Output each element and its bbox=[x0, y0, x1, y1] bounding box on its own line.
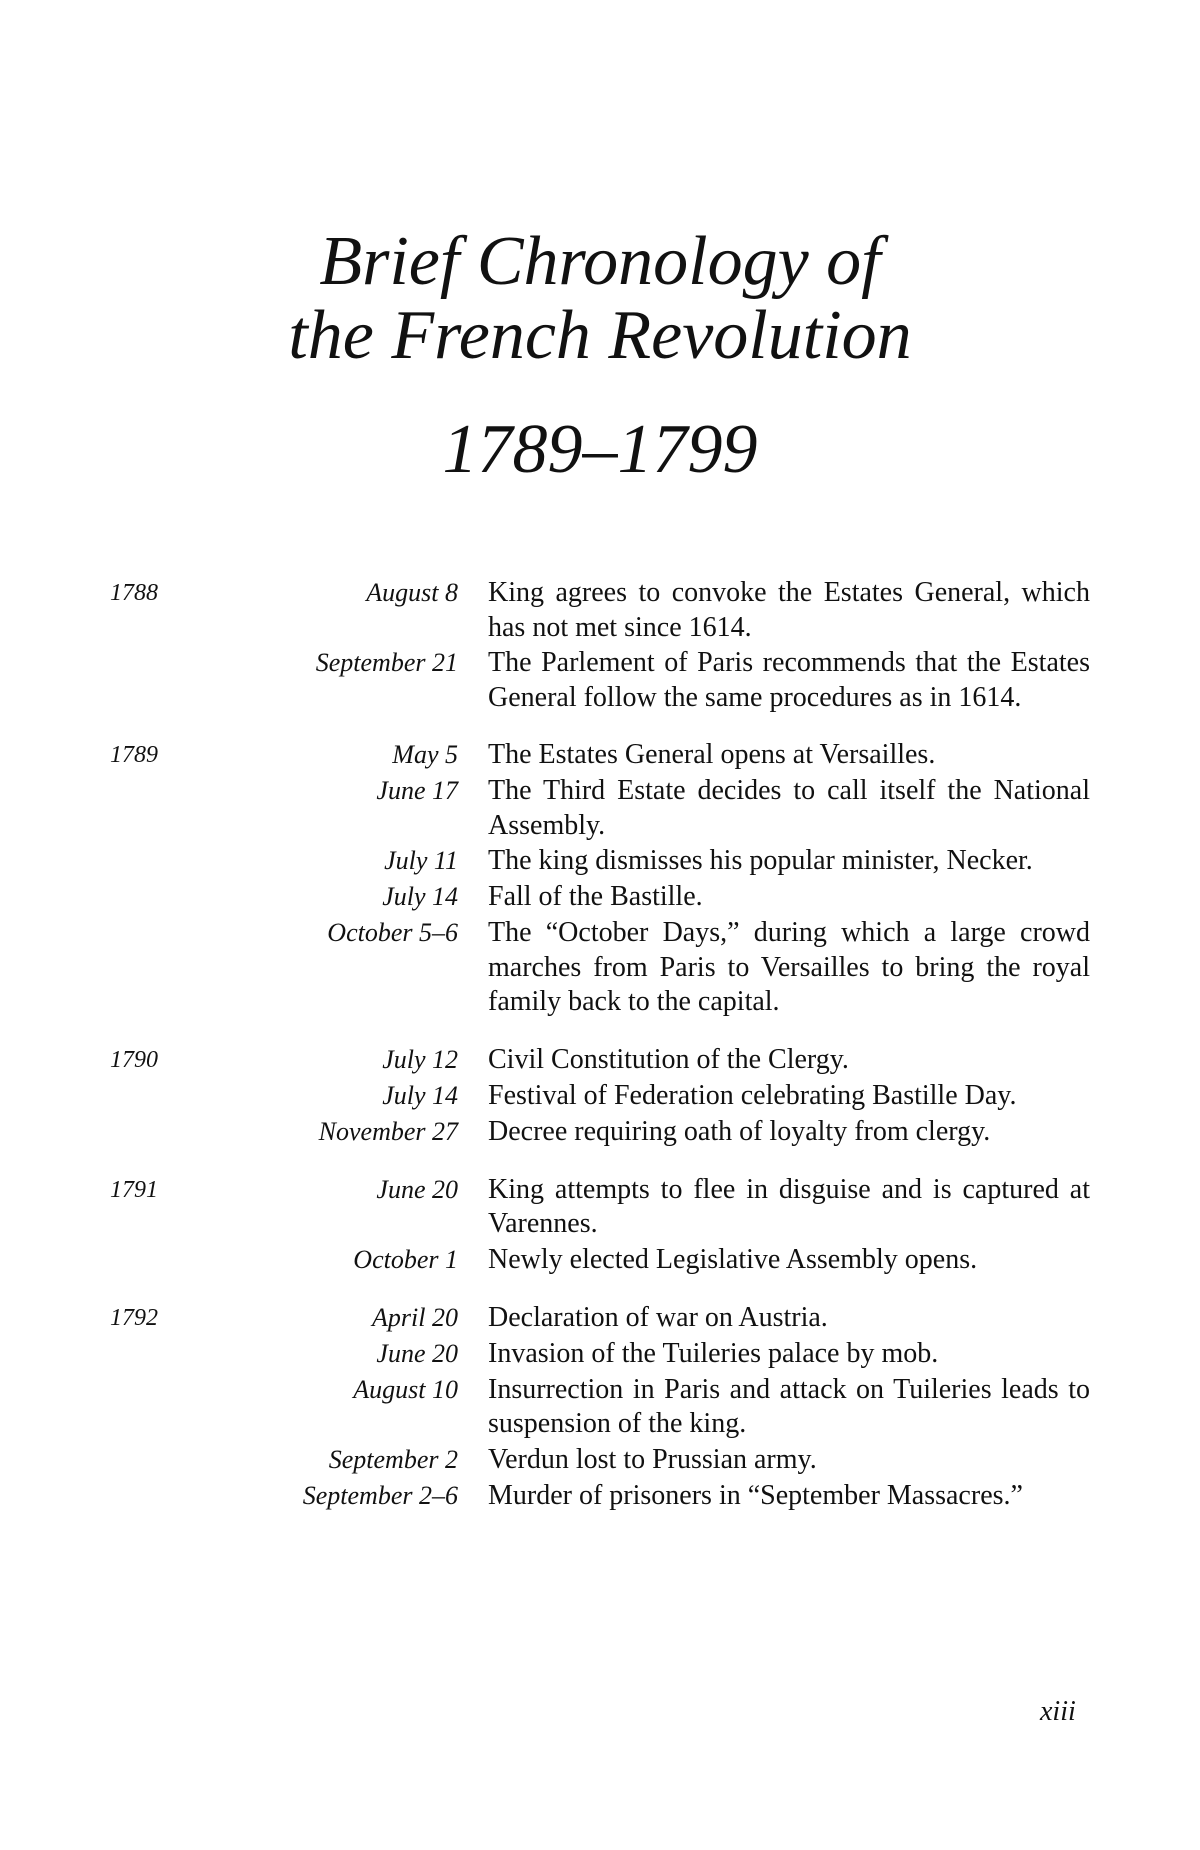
entry-date: June 17 bbox=[376, 776, 458, 805]
year-group bbox=[110, 737, 1090, 1020]
entry-date: April 20 bbox=[372, 1302, 458, 1332]
page-number: xiii bbox=[1040, 1696, 1076, 1727]
entry-event: Murder of prisoners in “September Massacres.” bbox=[488, 1479, 1023, 1511]
entry-event: King agrees to convoke the Estates General, which has not met since 1614. bbox=[488, 577, 1090, 643]
title-line-1: Brief Chronology of bbox=[319, 223, 881, 300]
entry-date: September 2 bbox=[328, 1444, 458, 1474]
entry-date: September 2–6 bbox=[302, 1480, 458, 1510]
entry-event: The Parlement of Paris recommends that the Estates General follow the same procedures as in 1614. bbox=[488, 647, 1090, 713]
entry-date: July 11 bbox=[384, 846, 458, 875]
entry-event: The “October Days,” during which a large crowd marches from Paris to Versailles to bring the royal family back to the capital. bbox=[488, 917, 1090, 1017]
entry-date: June 20 bbox=[376, 1338, 458, 1368]
year-group bbox=[110, 1300, 1090, 1514]
entry-event: The Estates General opens at Versailles. bbox=[488, 739, 936, 770]
chronology-entry bbox=[110, 737, 1090, 773]
year-group bbox=[110, 1172, 1090, 1278]
chronology-entry bbox=[110, 645, 1090, 715]
entry-date: September 21 bbox=[315, 648, 458, 677]
entry-event: Verdun lost to Prussian army. bbox=[488, 1443, 817, 1475]
entry-event: Decree requiring oath of loyalty from clergy. bbox=[488, 1115, 991, 1147]
year-group bbox=[110, 575, 1090, 715]
year-label: 1788 bbox=[110, 580, 158, 606]
entry-event: King attempts to flee in disguise and is captured at Varennes. bbox=[488, 1173, 1090, 1239]
chronology-entry bbox=[110, 1172, 1090, 1242]
entry-date: October 1 bbox=[353, 1244, 458, 1274]
chronology-entry bbox=[110, 1042, 1090, 1078]
year-label: 1790 bbox=[110, 1046, 158, 1073]
entry-date: July 14 bbox=[382, 1080, 458, 1110]
entry-event: Festival of Federation celebrating Bastille Day. bbox=[488, 1079, 1017, 1111]
title-years: 1789–1799 bbox=[442, 411, 758, 488]
chronology-entry bbox=[110, 915, 1090, 1020]
chronology-entry bbox=[110, 773, 1090, 843]
chronology-entry bbox=[110, 1336, 1090, 1372]
entry-date: July 14 bbox=[382, 882, 458, 911]
chronology-entry bbox=[110, 879, 1090, 915]
entry-date: May 5 bbox=[392, 740, 458, 769]
chronology-entry bbox=[110, 575, 1090, 645]
chronology-entry bbox=[110, 1114, 1090, 1150]
entry-date: July 12 bbox=[382, 1044, 458, 1074]
title-line-2: the French Revolution bbox=[288, 297, 912, 374]
entry-date: August 8 bbox=[366, 578, 458, 607]
year-group bbox=[110, 1042, 1090, 1150]
entry-event: Fall of the Bastille. bbox=[488, 881, 703, 912]
entry-date: November 27 bbox=[318, 1116, 458, 1146]
entry-event: The Third Estate decides to call itself the National Assembly. bbox=[488, 775, 1090, 841]
chronology-entry bbox=[110, 1372, 1090, 1442]
entry-date: August 10 bbox=[353, 1374, 458, 1404]
entry-event: Civil Constitution of the Clergy. bbox=[488, 1043, 849, 1075]
chronology-entry bbox=[110, 1442, 1090, 1478]
year-label: 1791 bbox=[110, 1176, 158, 1203]
chronology-entry bbox=[110, 1242, 1090, 1278]
entry-event: Declaration of war on Austria. bbox=[488, 1301, 828, 1333]
page-title bbox=[0, 225, 1200, 487]
year-label: 1792 bbox=[110, 1304, 158, 1331]
chronology-entry bbox=[110, 843, 1090, 879]
entry-event: Insurrection in Paris and attack on Tuileries leads to suspension of the king. bbox=[488, 1373, 1090, 1439]
entry-event: Invasion of the Tuileries palace by mob. bbox=[488, 1337, 939, 1369]
chronology-entry bbox=[110, 1478, 1090, 1514]
entry-event: Newly elected Legislative Assembly opens. bbox=[488, 1243, 978, 1275]
entry-date: October 5–6 bbox=[327, 918, 458, 947]
entry-date: June 20 bbox=[376, 1174, 458, 1204]
year-label: 1789 bbox=[110, 742, 158, 768]
chronology-list bbox=[110, 575, 1090, 1536]
chronology-entry bbox=[110, 1078, 1090, 1114]
chronology-entry bbox=[110, 1300, 1090, 1336]
entry-event: The king dismisses his popular minister, Necker. bbox=[488, 845, 1033, 876]
